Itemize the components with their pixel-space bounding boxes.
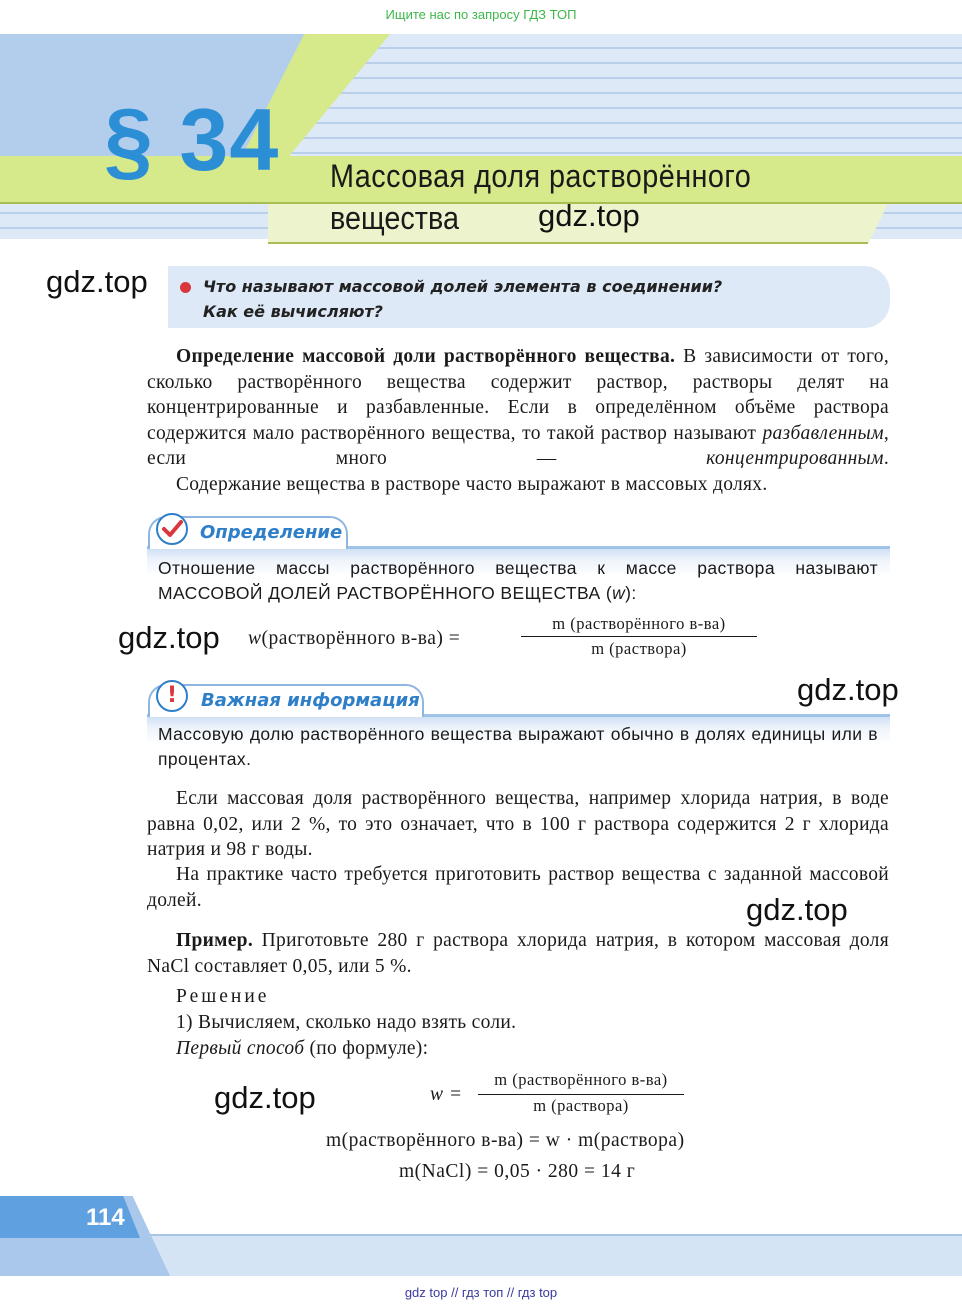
- formula2-denominator: m (раствора): [533, 1096, 629, 1115]
- solution-step1: 1) Вычисляем, сколько надо взять соли.: [176, 1012, 517, 1033]
- example-intro-paragraph: [147, 786, 889, 863]
- formula1-denominator: m (раствора): [591, 639, 687, 658]
- formula1-lhs-text: (растворённого в-ва) =: [261, 628, 461, 649]
- definition-text: [158, 556, 878, 606]
- watermark: gdz.top: [118, 620, 220, 655]
- top-banner[interactable]: Ищите нас по запросу ГДЗ ТОП: [385, 7, 577, 22]
- example-label: Пример.: [176, 930, 254, 951]
- watermark: gdz.top: [746, 892, 848, 927]
- watermark: gdz.top: [797, 672, 899, 707]
- practice-text: На практике часто требуется приготовить раствор вещества с заданной массовой долей.: [147, 864, 889, 911]
- formula1-lhs: [248, 628, 460, 650]
- method-text: (по формуле):: [304, 1038, 429, 1059]
- solution-method-line: [147, 1036, 889, 1062]
- review-question-line2: Как её вычисляют?: [203, 302, 383, 321]
- fraction-bar: [478, 1094, 684, 1095]
- term-concentrated: концентрированным: [706, 448, 884, 470]
- header-divider: [0, 202, 962, 204]
- section-title-line1: Массовая доля растворённого: [330, 158, 752, 194]
- example-text: Приготовьте 280 г раствора хлорида натрия, в котором массовая доля NaCl составляет 0,05, или 5 %.: [147, 930, 889, 977]
- section-number: § 34: [104, 90, 280, 189]
- solution-label: Решение: [176, 986, 270, 1007]
- formula1-fraction: [521, 612, 757, 662]
- checkmark-icon: [156, 513, 188, 545]
- formula4: m(NaCl) = 0,05 · 280 = 14 г: [399, 1161, 636, 1182]
- formula1-numerator: m (растворённого в-ва): [552, 614, 726, 633]
- example-intro-text: Если массовая доля растворённого вещества, например хлорида натрия, в воде равна 0,02, или 2 %, то это означает, что в 100 г раствора содержится 2 г хлорида натрия и 98 г воды.: [147, 788, 889, 861]
- intro-text1: В зависимости от того, сколько растворённого вещества содержит раствор, растворы делят на концентрированные и разбавленные. Если в определённом объёме раствора содержится мало растворённого вещества, то такой раствор называют: [147, 346, 889, 444]
- example-paragraph: [147, 928, 889, 979]
- term-dilute: разбавленным: [762, 422, 884, 444]
- intro-line2: Содержание вещества в растворе часто выражают в массовых долях.: [176, 474, 768, 495]
- formula1-symbol: w: [248, 628, 262, 649]
- exclamation-icon: !: [156, 680, 188, 712]
- header-divider-lower: [268, 242, 868, 244]
- review-question: [203, 274, 803, 324]
- method-label: Первый способ: [176, 1038, 305, 1059]
- review-question-line1: Что называют массовой долей элемента в соединении?: [203, 277, 723, 296]
- definition-text-main: Отношение массы растворённого вещества к массе раствора называют МАССОВОЙ ДОЛЕЙ РАСТВОРЁННОГО ВЕЩЕСТВА (: [158, 558, 878, 603]
- solution-label-line: [147, 984, 889, 1010]
- practice-paragraph: [147, 862, 889, 913]
- intro-paragraph: [147, 344, 889, 472]
- formula2-fraction: [478, 1068, 684, 1118]
- important-title: Важная информация: [201, 690, 420, 711]
- fraction-bar: [521, 636, 757, 637]
- watermark: gdz.top: [538, 198, 640, 233]
- watermark: gdz.top: [214, 1080, 316, 1115]
- formula3: m(растворённого в-ва) = w · m(раствора): [326, 1130, 685, 1151]
- important-text: Массовую долю растворённого вещества выражают обычно в долях единицы или в процентах.: [158, 724, 878, 769]
- intro-text3: .: [883, 448, 889, 470]
- intro-text2: , если много —: [147, 422, 889, 470]
- definition-title: Определение: [200, 522, 343, 543]
- definition-symbol: w: [612, 583, 626, 603]
- intro-heading: Определение массовой доли растворённого вещества.: [176, 346, 676, 367]
- definition-text-end: ):: [625, 583, 637, 603]
- intro-paragraph-2: [147, 472, 889, 498]
- formula2-lhs: w =: [430, 1084, 463, 1105]
- solution-step1-line: [147, 1010, 889, 1036]
- bottom-links[interactable]: gdz top // гдз топ // гдз top: [404, 1285, 558, 1300]
- page-number: 114: [86, 1204, 125, 1231]
- section-title-line2: вещества: [330, 200, 459, 236]
- formula2-numerator: m (растворённого в-ва): [494, 1070, 668, 1089]
- watermark: gdz.top: [46, 264, 148, 299]
- bullet-icon: [180, 282, 191, 293]
